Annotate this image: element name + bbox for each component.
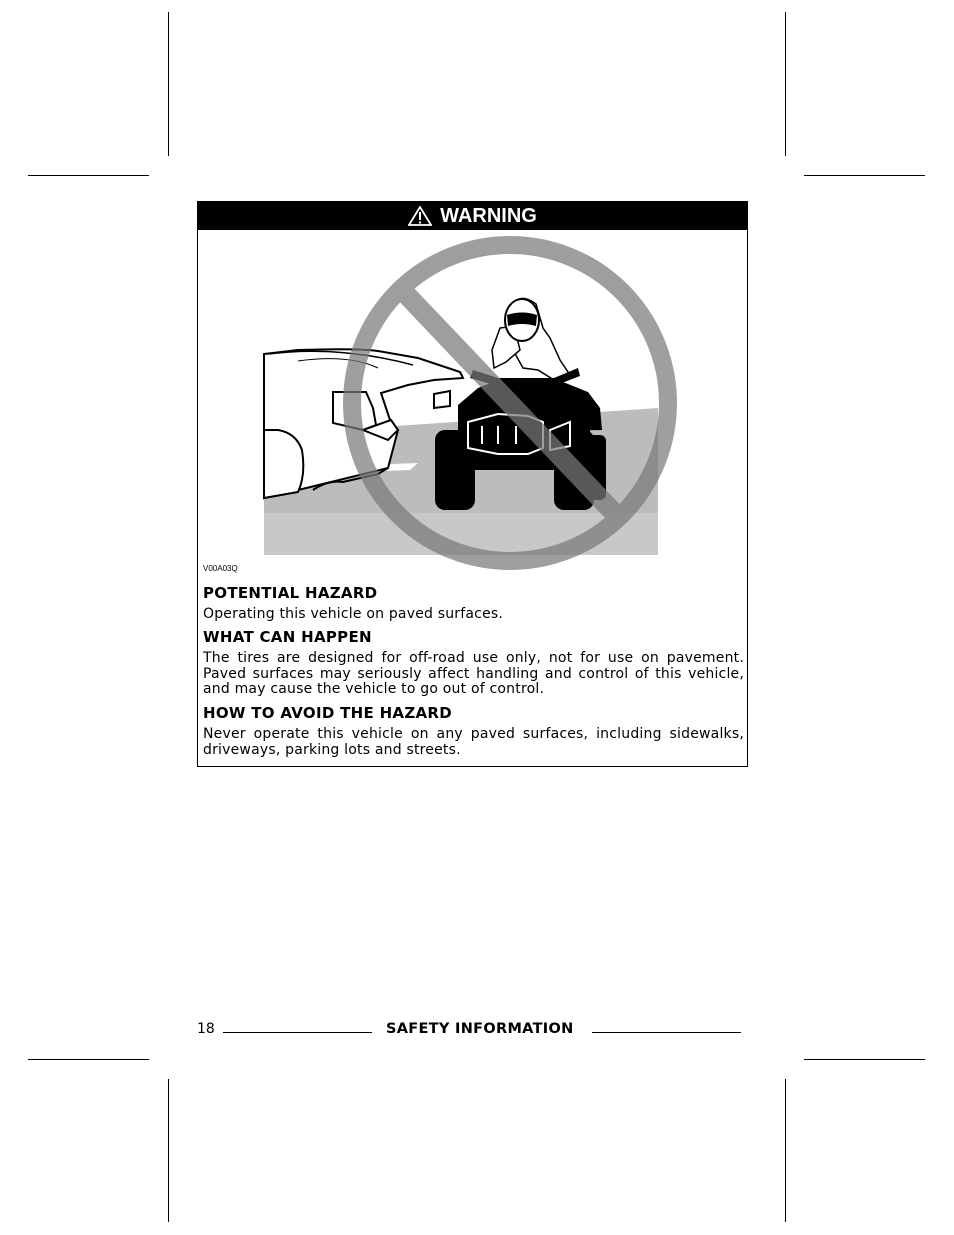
- footer-rule: [592, 1032, 741, 1033]
- crop-mark: [785, 12, 786, 156]
- page-number: 18: [197, 1021, 215, 1037]
- how-to-avoid-title: HOW TO AVOID THE HAZARD: [203, 704, 453, 722]
- warning-box: [197, 201, 748, 767]
- footer-rule: [223, 1032, 372, 1033]
- figure-code: V00A03Q: [203, 564, 238, 573]
- what-can-happen-text: The tires are designed for off-road use only, not for use on pavement. Paved surfaces may seriously affect handling and control of this vehicle, and may cause the vehicle to go out of control.: [203, 650, 744, 697]
- footer-section-title: SAFETY INFORMATION: [386, 1021, 574, 1037]
- potential-hazard-text: Operating this vehicle on paved surfaces.: [203, 606, 504, 622]
- warning-header: [198, 202, 747, 230]
- crop-mark: [168, 1079, 169, 1222]
- crop-mark: [28, 175, 149, 176]
- crop-mark: [785, 1079, 786, 1222]
- what-can-happen-title: WHAT CAN HAPPEN: [203, 628, 372, 646]
- crop-mark: [804, 175, 925, 176]
- crop-mark: [168, 12, 169, 156]
- warning-triangle-icon: [408, 206, 432, 226]
- atv-pavement-illustration: [198, 230, 747, 575]
- crop-mark: [804, 1059, 925, 1060]
- warning-label: WARNING: [440, 204, 537, 227]
- potential-hazard-title: POTENTIAL HAZARD: [203, 584, 378, 602]
- crop-mark: [28, 1059, 149, 1060]
- how-to-avoid-text: Never operate this vehicle on any paved surfaces, including sidewalks, driveways, parking lots and streets.: [203, 726, 744, 758]
